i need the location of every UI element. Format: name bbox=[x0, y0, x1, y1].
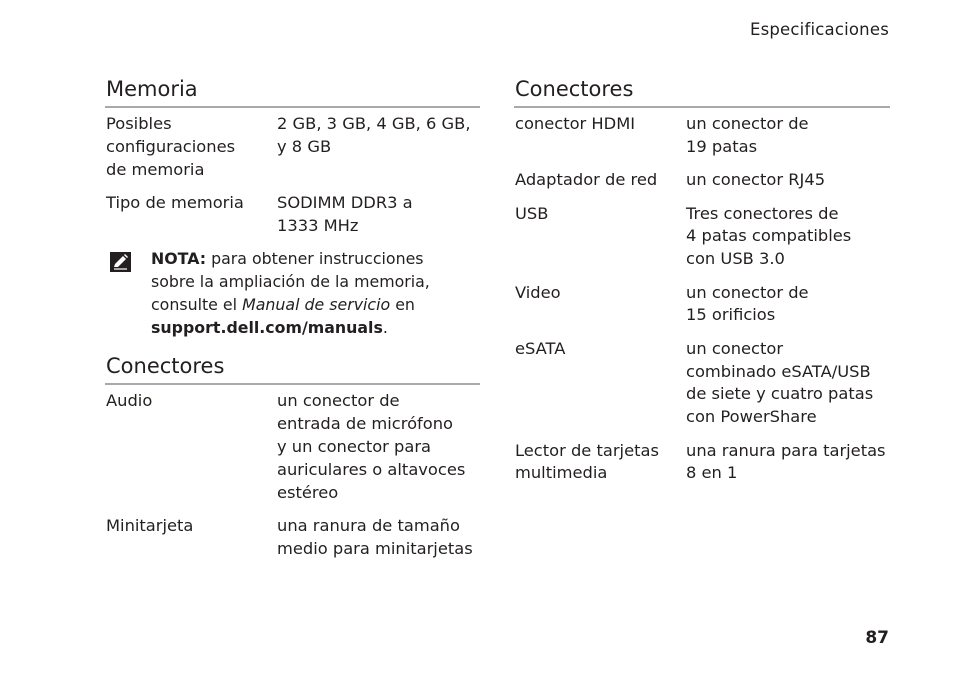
spec-row-lector-tarjetas bbox=[515, 440, 890, 486]
note-label: NOTA: bbox=[151, 249, 207, 269]
support-url: support.dell.com/manuals bbox=[151, 317, 383, 337]
spec-row-video bbox=[515, 282, 890, 328]
spec-label: Minitarjeta bbox=[106, 515, 194, 535]
memoria-table bbox=[106, 113, 480, 238]
spec-value: un conector de 19 patas bbox=[686, 114, 809, 156]
spec-label: eSATA bbox=[515, 338, 566, 358]
conectores-left-title: Conectores bbox=[106, 354, 225, 379]
spec-value: un conector RJ45 bbox=[686, 170, 826, 190]
service-manual-title: Manual de servicio bbox=[242, 294, 391, 314]
conectores-right-title: Conectores bbox=[515, 77, 634, 101]
spec-value: 2 GB, 3 GB, 4 GB, 6 GB, y 8 GB bbox=[277, 114, 471, 156]
spec-value: un conector de entrada de micrófono y un conector para auriculares o altavoces estéreo bbox=[277, 391, 466, 502]
spec-row-tipo-memoria bbox=[106, 192, 480, 238]
spec-row-adaptador-red bbox=[515, 169, 890, 192]
conectores-left-rule bbox=[105, 383, 480, 385]
spec-value: una ranura de tamaño medio para minitarjetas bbox=[277, 515, 473, 558]
spec-label: Posibles configuraciones de memoria bbox=[106, 114, 236, 179]
spec-label: Lector de tarjetas multimedia bbox=[515, 440, 659, 483]
spec-value: una ranura para tarjetas 8 en 1 bbox=[686, 440, 886, 483]
spec-value: Tres conectores de 4 patas compatibles con USB 3.0 bbox=[686, 203, 852, 269]
spec-row-hdmi bbox=[515, 113, 890, 159]
conectores-left-table bbox=[106, 390, 480, 560]
spec-label: Video bbox=[515, 282, 561, 302]
right-column bbox=[515, 76, 890, 496]
memoria-rule bbox=[105, 106, 480, 108]
running-header: Especificaciones bbox=[749, 20, 889, 39]
spec-label: USB bbox=[515, 203, 549, 223]
spec-label: Adaptador de red bbox=[515, 170, 658, 190]
conectores-right-table bbox=[515, 113, 890, 485]
conectores-right-rule bbox=[514, 106, 890, 108]
spec-value: SODIMM DDR3 a 1333 MHz bbox=[277, 192, 413, 235]
memoria-title: Memoria bbox=[106, 77, 198, 101]
spec-value: un conector de 15 orificios bbox=[686, 282, 809, 325]
spec-label: Audio bbox=[106, 391, 153, 411]
spec-row-esata bbox=[515, 338, 890, 429]
spec-label: conector HDMI bbox=[515, 114, 636, 133]
memory-note: NOTA: para obtener instrucciones sobre la ampliación de la memoria, consulte el Manual de servicio en support.dell.com/manuals. bbox=[106, 248, 480, 339]
spec-row-configuraciones bbox=[106, 113, 480, 181]
page-number: 87 bbox=[865, 628, 889, 648]
left-column bbox=[106, 76, 480, 571]
spec-row-minitarjeta bbox=[106, 515, 480, 561]
spec-row-usb bbox=[515, 203, 890, 271]
spec-row-audio bbox=[106, 390, 480, 504]
note-pencil-icon bbox=[110, 252, 131, 272]
spec-label: Tipo de memoria bbox=[106, 192, 244, 212]
spec-value: un conector combinado eSATA/USB de siete y cuatro patas con PowerShare bbox=[686, 338, 874, 427]
